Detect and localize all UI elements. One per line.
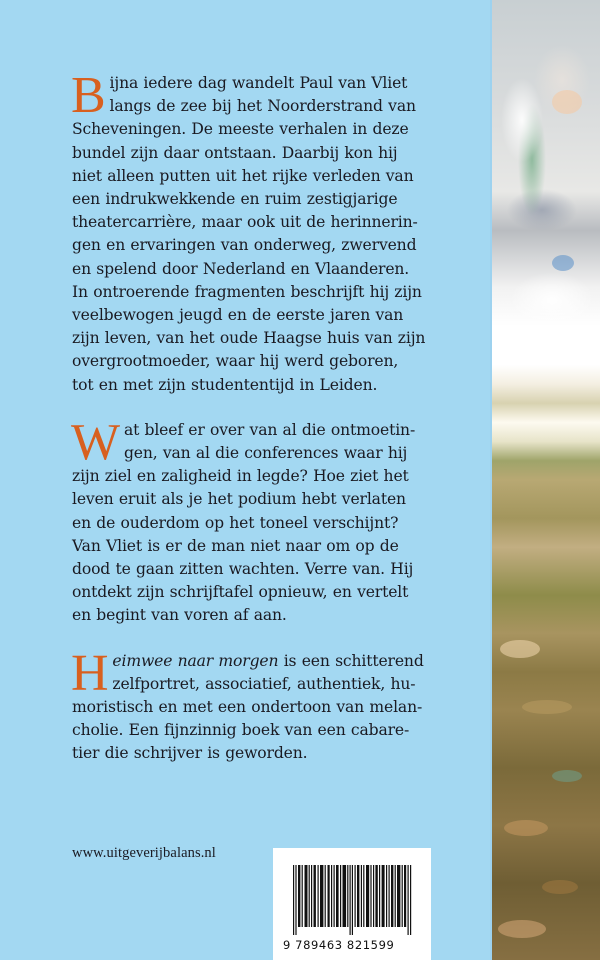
blurb-paragraph-3	[71, 644, 472, 766]
photo-strip	[492, 0, 600, 960]
barcode-icon	[293, 865, 413, 935]
blurb-paragraph-1	[71, 67, 472, 397]
dropcap-h: H	[71, 644, 109, 702]
text-line: tier die schrijver is geworden.	[72, 744, 308, 763]
leaf-fleck	[504, 820, 548, 836]
text-line: niet alleen putten uit het rijke verleden van	[72, 166, 414, 185]
leaf-fleck	[498, 920, 546, 938]
leaf-fleck	[500, 640, 540, 658]
text-line: cholie. Een fijnzinnig boek van een cabare-	[72, 721, 410, 740]
blurb-paragraph-2	[71, 413, 472, 628]
dropcap-b: B	[71, 67, 106, 124]
text-line: overgrootmoeder, waar hij werd geboren,	[72, 352, 399, 371]
text-line: moristisch en met een ondertoon van melan-	[72, 698, 423, 717]
text-line: Scheveningen. De meeste verhalen in deze	[72, 120, 409, 139]
isbn-barcode	[273, 848, 431, 960]
text-line: een indrukwekkende en ruim zestigjarige	[72, 190, 398, 209]
publisher-url: www.uitgeverijbalans.nl	[72, 845, 216, 861]
blur-highlight	[552, 90, 582, 114]
text-line: Van Vliet is er de man niet naar om op de	[72, 536, 399, 555]
text-line: theatercarrière, maar ook uit de herinnerin-	[72, 213, 418, 232]
text-line: bundel zijn daar ontstaan. Daarbij kon hij	[72, 143, 398, 162]
dropcap-w: W	[71, 413, 120, 471]
text-line: zelfportret, associatief, authentiek, hu-	[112, 674, 416, 693]
leaf-fleck	[552, 770, 582, 782]
leaf-fleck	[542, 880, 578, 894]
text-line: veelbewogen jeugd en de eerste jaren van	[72, 306, 404, 325]
leaf-fleck	[522, 700, 572, 714]
text-line: leven eruit als je het podium hebt verlaten	[72, 490, 406, 509]
text-line: en spelend door Nederland en Vlaanderen.	[72, 259, 410, 278]
text-fragment: is een schitterend	[278, 651, 424, 670]
text-line: en begint van voren af aan.	[72, 606, 287, 625]
text-line: langs de zee bij het Noorderstrand van	[109, 97, 416, 116]
text-line: en de ouderdom op het toneel verschijnt?	[72, 513, 399, 532]
blurb-column	[71, 67, 472, 788]
text-line: gen, van al die conferences waar hij	[123, 444, 408, 463]
text-line: zijn leven, van het oude Haagse huis van zijn	[72, 329, 426, 348]
text-line-first	[72, 650, 472, 673]
isbn-number: 9 789463 821599	[283, 938, 395, 952]
text-line: zijn ziel en zaligheid in legde? Hoe ziet het	[72, 467, 409, 486]
text-line: gen en ervaringen van onderweg, zwervend	[72, 236, 417, 255]
text-line: ijna iedere dag wandelt Paul van Vliet	[109, 74, 408, 92]
text-line: at bleef er over van al die ontmoetin-	[123, 420, 416, 439]
text-line: tot en met zijn studententijd in Leiden.	[72, 375, 378, 394]
text-line: In ontroerende fragmenten beschrijft hij zijn	[72, 282, 422, 301]
text-line: ontdekt zijn schrijftafel opnieuw, en vertelt	[72, 583, 409, 602]
book-title: eimwee naar morgen	[112, 651, 279, 670]
text-line: dood te gaan zitten wachten. Verre van. Hij	[72, 560, 414, 579]
blur-highlight	[552, 255, 574, 271]
